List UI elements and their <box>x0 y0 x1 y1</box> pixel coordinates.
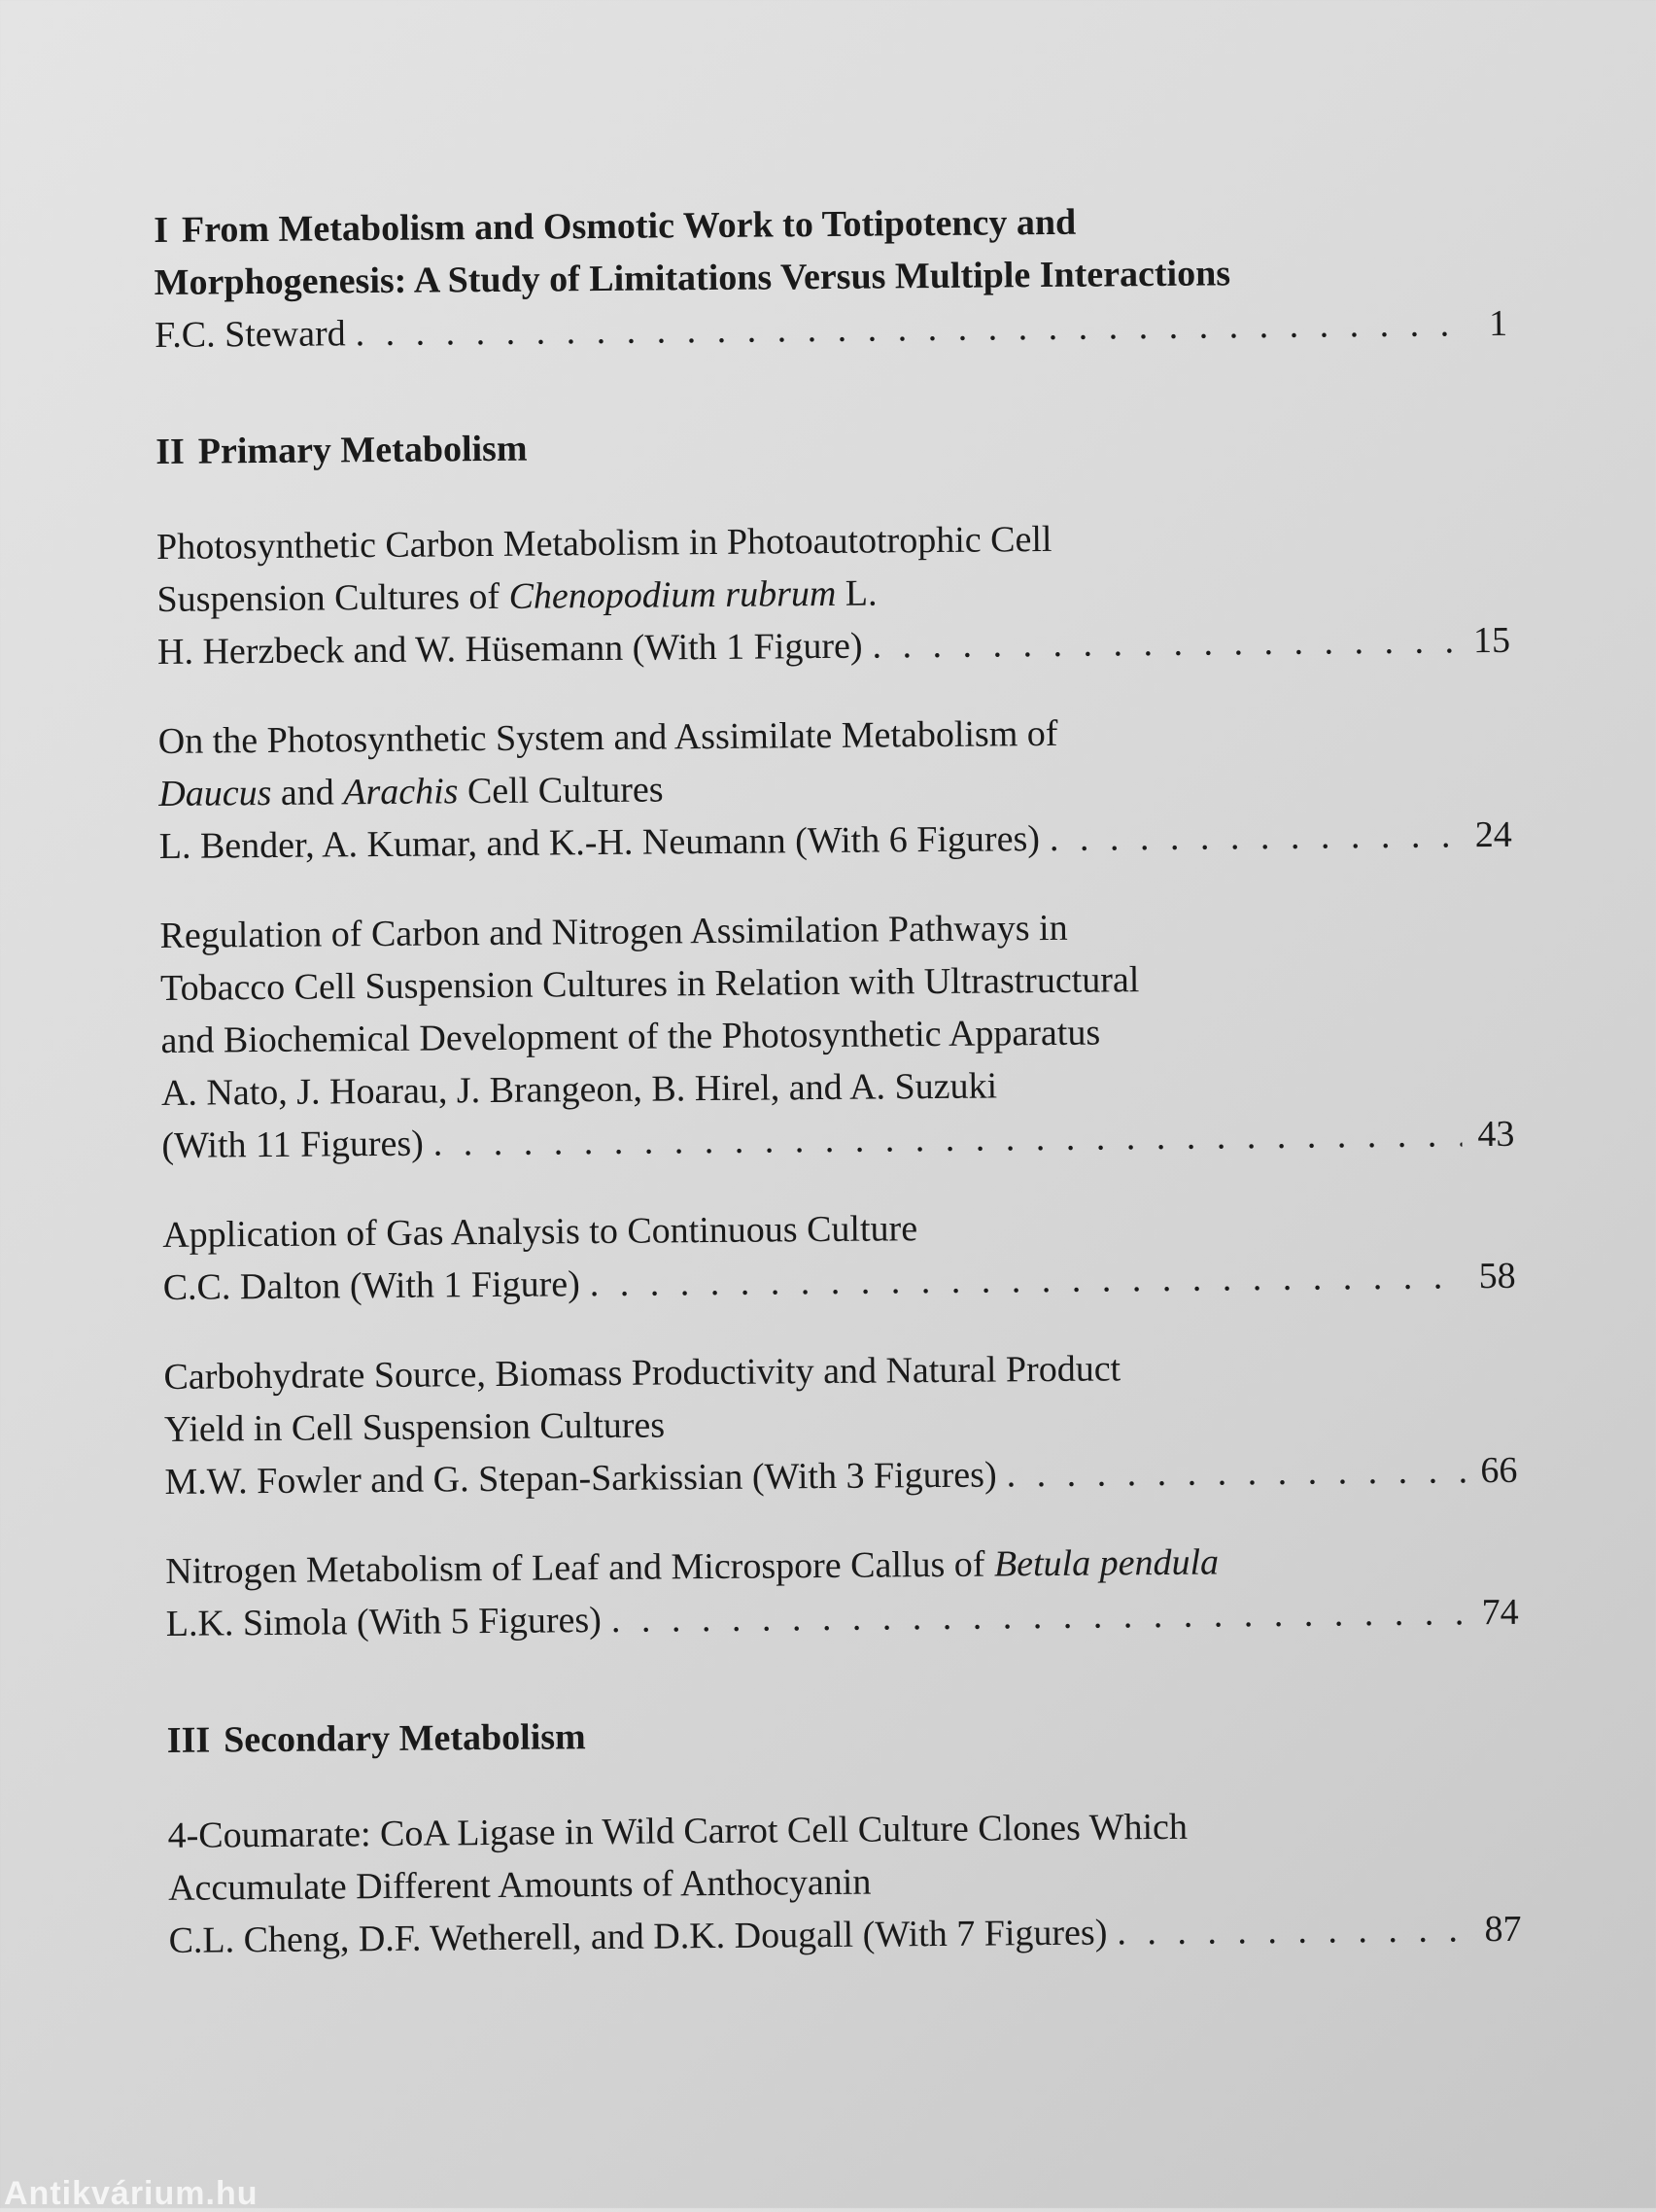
entry-title-line: Accumulate Different Amounts of Anthocyanin <box>167 1861 872 1909</box>
toc-author: M.W. Fowler and G. Stepan-Sarkissian (With 3 Figures) <box>164 1454 997 1503</box>
dot-leader <box>1006 1444 1465 1501</box>
toc-author: (With 11 Figures) <box>161 1123 424 1166</box>
genus-name: Arachis <box>343 771 459 813</box>
toc-entry <box>165 1534 1519 1650</box>
entry-title-line: Carbohydrate Source, Biomass Productivity and Natural Product <box>163 1348 1121 1398</box>
section-1 <box>154 192 1507 362</box>
toc-page-number: 24 <box>1474 813 1512 856</box>
entry-title-line: 4-Coumarate: CoA Ligase in Wild Carrot Cell Culture Clones Which <box>167 1806 1189 1856</box>
section-title-line: Morphogenesis: A Study of Limitations Versus Multiple Interactions <box>154 253 1231 303</box>
entry-title-line: and Biochemical Development of the Photosynthetic Apparatus <box>160 1012 1101 1061</box>
entry-title-line: Regulation of Carbon and Nitrogen Assimilation Pathways in <box>159 907 1068 956</box>
dot-leader <box>433 1108 1463 1169</box>
toc-author: L. Bender, A. Kumar, and K.-H. Neumann (With 6 Figures) <box>158 818 1041 867</box>
title-text: Nitrogen Metabolism of Leaf and Microspore Callus of <box>165 1543 995 1592</box>
section-2 <box>155 414 1519 1650</box>
title-text: L. <box>836 572 878 614</box>
toc-page-number: 66 <box>1480 1449 1518 1492</box>
dot-leader <box>590 1250 1464 1310</box>
toc-entry <box>158 704 1512 873</box>
toc-author: C.L. Cheng, D.F. Wetherell, and D.K. Dougall (With 7 Figures) <box>168 1912 1108 1961</box>
toc-author-line <box>168 1903 1521 1967</box>
toc-entry <box>159 898 1514 1172</box>
dot-leader <box>355 297 1455 360</box>
species-name: Chenopodium rubrum <box>508 572 837 617</box>
entry-author-line: A. Nato, J. Hoarau, J. Brangeon, B. Hirel, and A. Suzuki <box>160 1065 998 1114</box>
dot-leader <box>611 1586 1466 1646</box>
toc-page-number: 43 <box>1477 1113 1515 1156</box>
entry-title-line: On the Photosynthetic System and Assimilate Metabolism of <box>157 712 1058 762</box>
table-of-contents <box>154 192 1522 1967</box>
entry-title-line: Tobacco Cell Suspension Cultures in Relation with Ultrastructural <box>159 959 1140 1009</box>
species-name: Betula pendula <box>993 1541 1220 1585</box>
toc-page-number: 1 <box>1488 302 1508 345</box>
toc-author: F.C. Steward <box>154 313 346 356</box>
section-3 <box>167 1703 1522 1967</box>
toc-author: L.K. Simola (With 5 Figures) <box>165 1600 603 1644</box>
toc-author: C.C. Dalton (With 1 Figure) <box>162 1263 581 1308</box>
entry-title-line: Yield in Cell Suspension Cultures <box>163 1404 666 1450</box>
toc-page-number: 15 <box>1472 619 1511 662</box>
toc-page-number: 74 <box>1481 1591 1519 1634</box>
toc-entry <box>167 1798 1521 1967</box>
toc-page-number: 58 <box>1478 1255 1516 1297</box>
title-text: Cell Cultures <box>458 769 664 812</box>
toc-entry <box>162 1197 1516 1314</box>
title-text: Suspension Cultures of <box>156 575 509 620</box>
show-through-text <box>165 0 1516 225</box>
toc-entry <box>156 509 1510 678</box>
title-text: and <box>271 772 344 813</box>
dot-leader <box>1117 1903 1469 1958</box>
section-numeral: III <box>166 1719 211 1761</box>
section-numeral: II <box>155 431 185 472</box>
toc-entry <box>163 1339 1517 1508</box>
section-numeral: I <box>154 209 169 251</box>
watermark: Antikvárium.hu <box>4 2175 259 2212</box>
dot-leader <box>872 614 1458 672</box>
toc-author: H. Herzbeck and W. Hüsemann (With 1 Figure) <box>156 625 863 673</box>
genus-name: Daucus <box>158 772 272 814</box>
dot-leader <box>1050 809 1460 865</box>
toc-page-number: 87 <box>1484 1908 1522 1951</box>
section-title: Primary Metabolism <box>197 428 528 472</box>
section-title-line: From Metabolism and Osmotic Work to Totipotency and <box>181 201 1077 251</box>
entry-title-line: Photosynthetic Carbon Metabolism in Photoautotrophic Cell <box>155 518 1052 568</box>
entry-title-line: Application of Gas Analysis to Continuous Culture <box>162 1208 918 1256</box>
section-title: Secondary Metabolism <box>223 1716 586 1761</box>
